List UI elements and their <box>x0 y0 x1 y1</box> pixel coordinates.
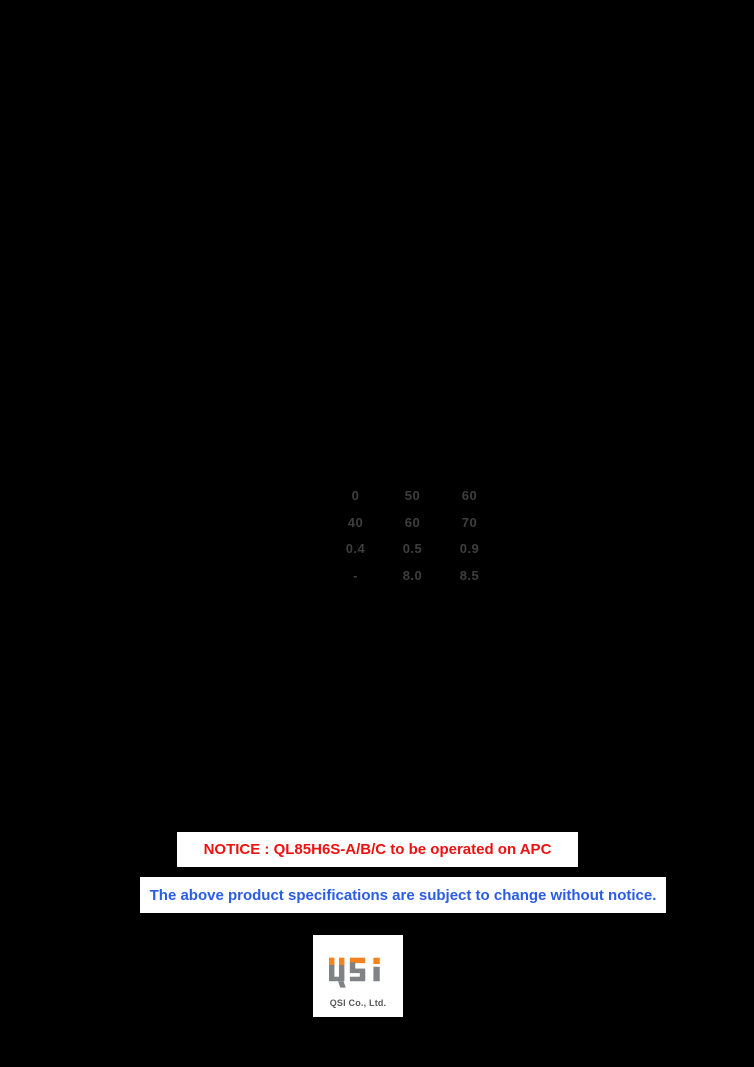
table-cell: 0.5 <box>402 541 423 556</box>
notice-apc-banner <box>177 832 578 867</box>
table-cell: 8.5 <box>459 567 480 583</box>
table-cell: 0 <box>351 488 360 503</box>
table-cell: - <box>353 567 358 583</box>
table-cell: 40 <box>347 514 364 530</box>
notice-disclaimer-text: The above product specifications are subject to change without notice. <box>149 886 657 904</box>
qsi-logo-icon <box>329 956 387 992</box>
table-cell: 60 <box>404 514 421 530</box>
table-cell: 50 <box>404 488 421 503</box>
logo-box <box>313 935 403 1017</box>
notice-apc-text: NOTICE : QL85H6S-A/B/C to be operated on APC <box>203 841 552 858</box>
table-cell: 8.0 <box>402 567 423 583</box>
notice-disclaimer-banner <box>140 877 666 913</box>
table-cell: 70 <box>461 514 478 530</box>
table-cell: 0.4 <box>345 541 366 556</box>
qsi-logo-company-text: QSI Co., Ltd. <box>329 998 387 1008</box>
spec-values-table <box>327 483 498 589</box>
table-cell: 0.9 <box>459 541 480 556</box>
table-cell: 60 <box>461 488 478 503</box>
